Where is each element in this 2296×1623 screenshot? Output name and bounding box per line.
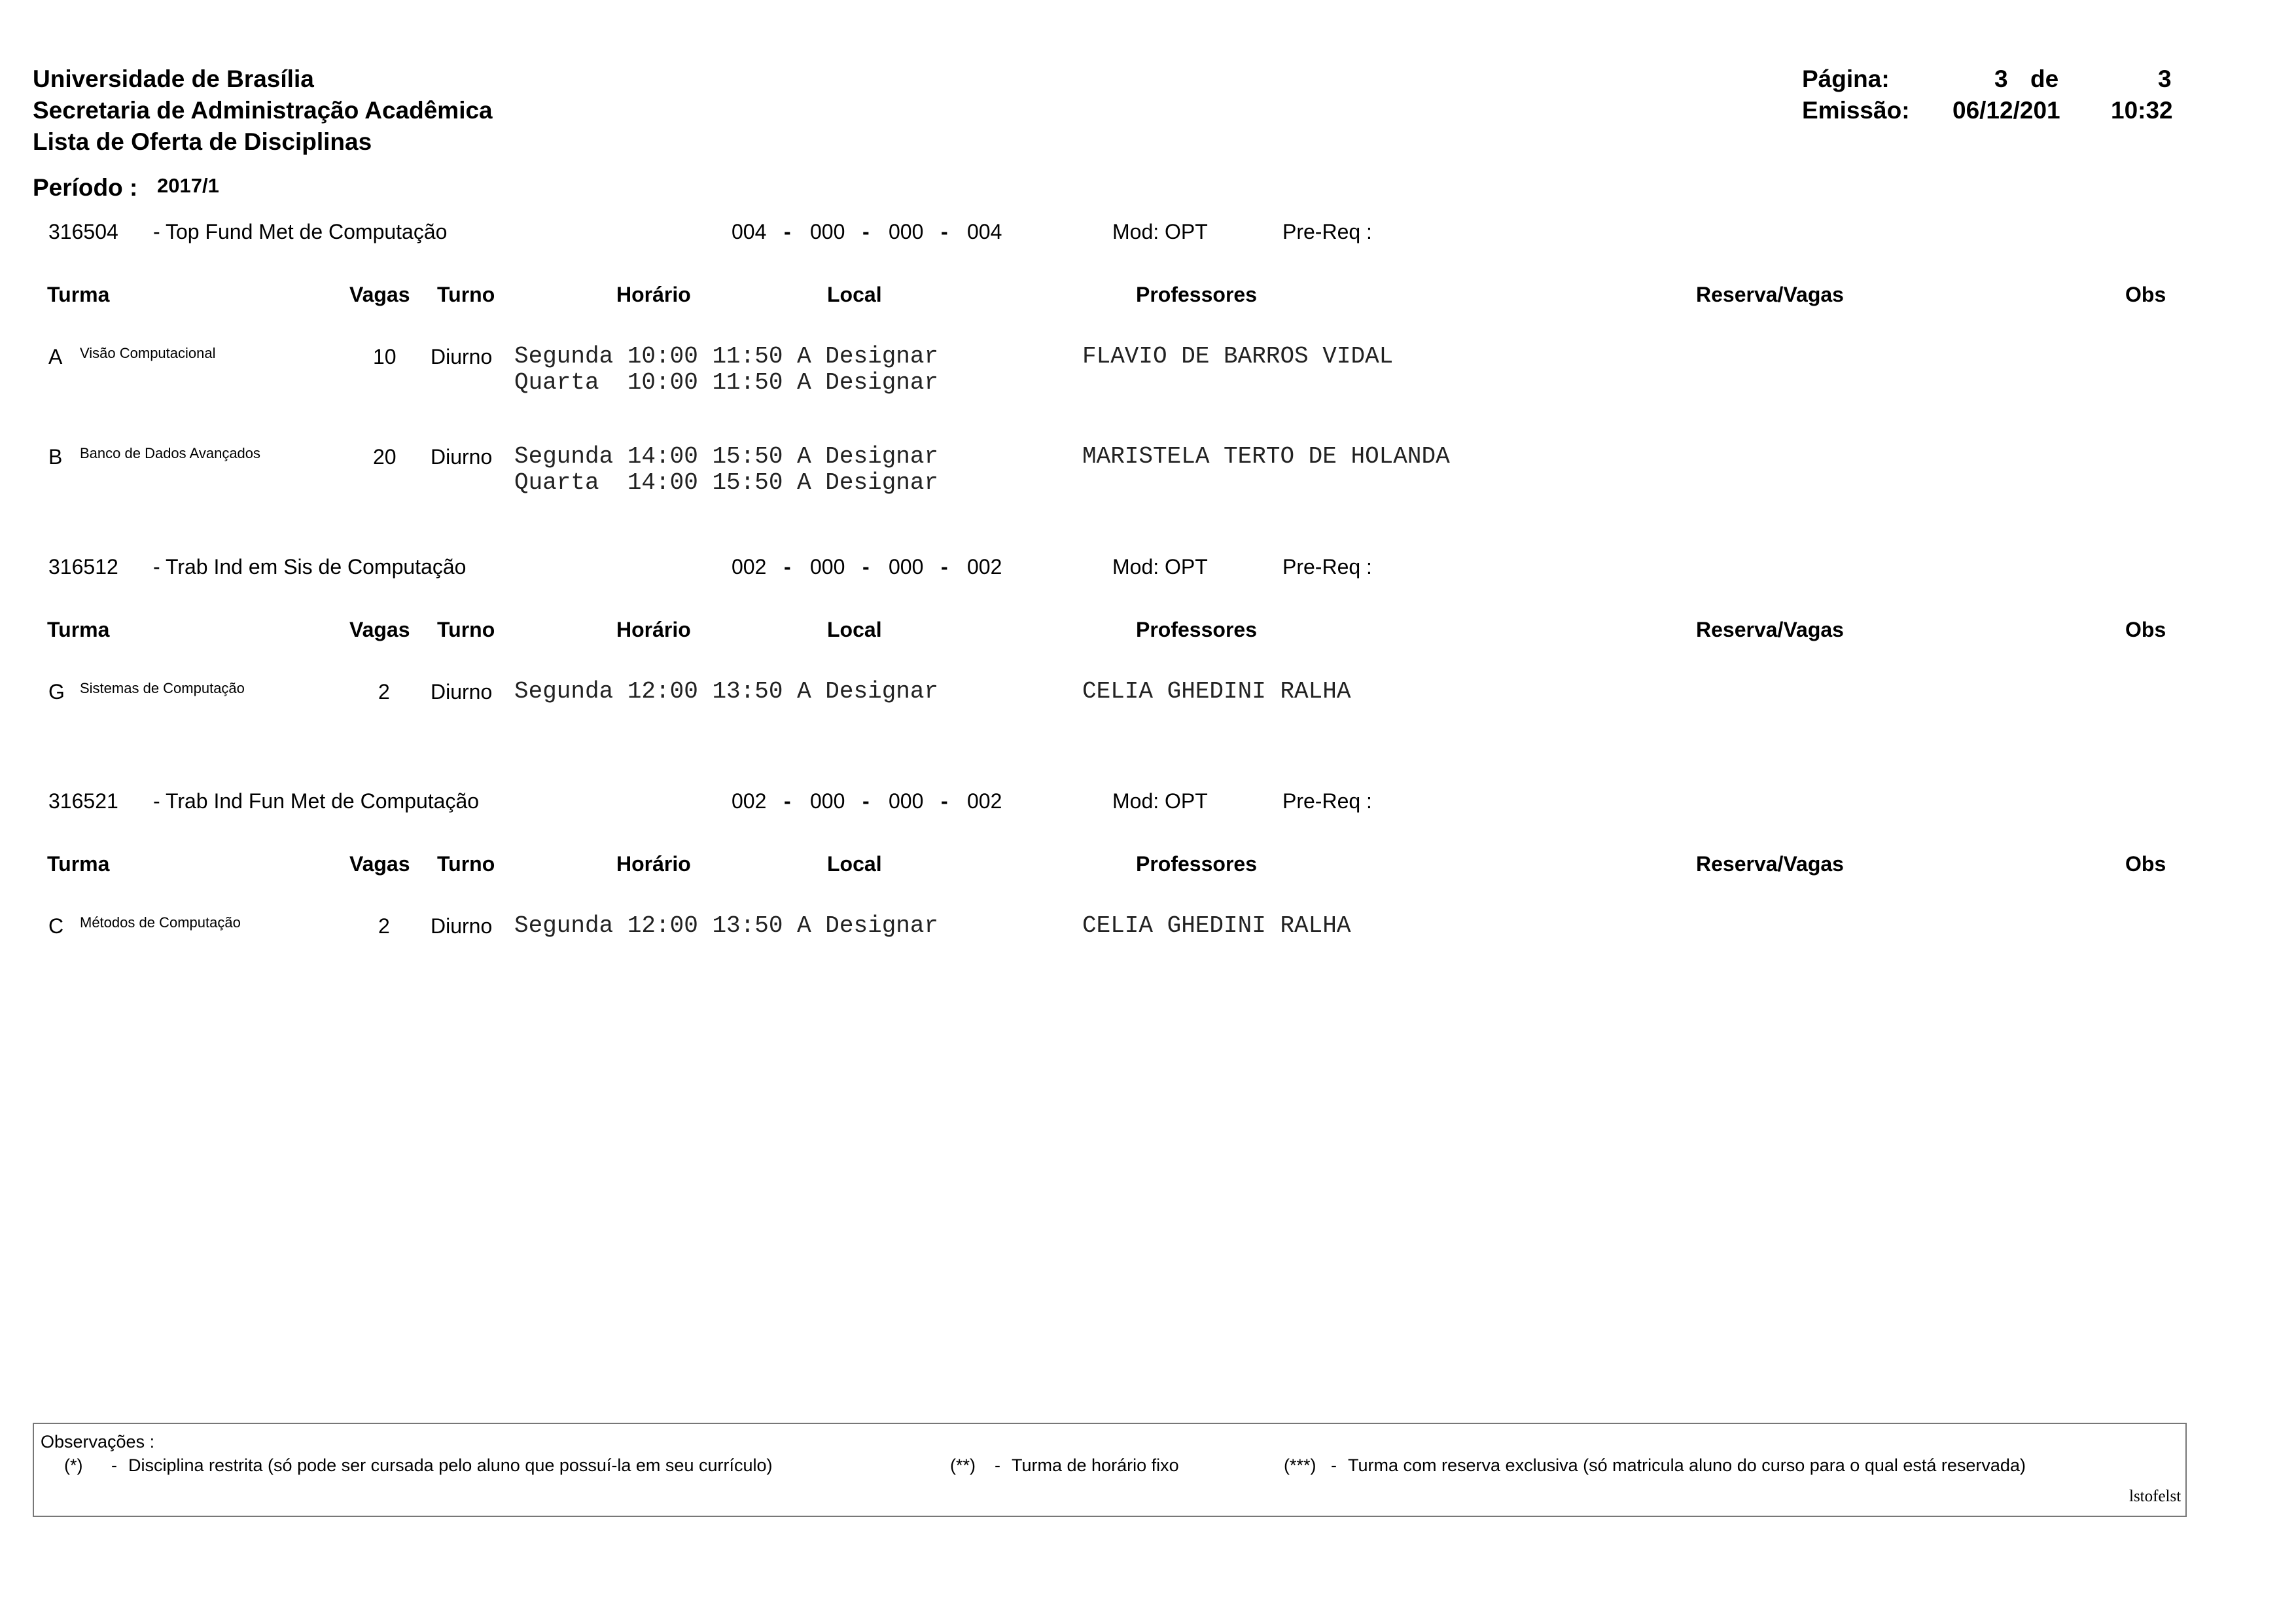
credit-separator: - — [862, 789, 870, 813]
schedule-line: Segunda 12:00 13:50 A Designar — [514, 912, 939, 939]
col-horario: Horário — [616, 852, 691, 876]
credit-value: 002 — [732, 555, 767, 579]
credit-separator: - — [784, 789, 791, 813]
schedule-line: Segunda 10:00 11:50 A Designar — [514, 343, 939, 370]
col-professores: Professores — [1136, 852, 1257, 876]
col-professores: Professores — [1136, 618, 1257, 641]
col-vagas: Vagas — [349, 283, 410, 306]
class-vagas: 2 — [378, 914, 390, 938]
col-turma: Turma — [47, 618, 110, 641]
class-topic: Métodos de Computação — [80, 914, 241, 931]
col-obs: Obs — [2125, 852, 2166, 876]
observations-title: Observações : — [41, 1432, 155, 1452]
col-reserva: Reserva/Vagas — [1696, 852, 1844, 876]
credit-separator: - — [941, 220, 948, 243]
credit-separator: - — [784, 220, 791, 243]
class-turma: C — [48, 914, 64, 938]
emission-date: 06/12/201 — [1952, 97, 2060, 124]
credit-value: 002 — [732, 789, 767, 813]
schedule-line: Quarta 10:00 11:50 A Designar — [514, 369, 939, 396]
course-name: - Trab Ind Fun Met de Computação — [153, 789, 480, 813]
course-name: - Trab Ind em Sis de Computação — [153, 555, 467, 579]
col-turno: Turno — [437, 618, 495, 641]
class-turno: Diurno — [431, 445, 493, 469]
class-topic: Banco de Dados Avançados — [80, 445, 261, 461]
class-turno: Diurno — [431, 680, 493, 704]
col-reserva: Reserva/Vagas — [1696, 283, 1844, 306]
course-mod: Mod: OPT — [1112, 555, 1208, 579]
class-turma: A — [48, 345, 63, 368]
credit-value: 000 — [810, 220, 845, 243]
credit-value: 004 — [967, 220, 1002, 243]
col-turma: Turma — [47, 283, 110, 306]
col-turno: Turno — [437, 283, 495, 306]
credit-value: 000 — [810, 789, 845, 813]
note-sep: - — [995, 1455, 1000, 1475]
class-vagas: 10 — [373, 345, 397, 368]
course-prereq: Pre-Req : — [1282, 220, 1372, 243]
class-vagas: 20 — [373, 445, 397, 469]
col-turno: Turno — [437, 852, 495, 876]
schedule-line: Segunda 14:00 15:50 A Designar — [514, 443, 939, 470]
note-mark: (**) — [950, 1455, 976, 1475]
credit-value: 000 — [810, 555, 845, 579]
emission-label: Emissão: — [1802, 97, 1910, 124]
class-professor: FLAVIO DE BARROS VIDAL — [1082, 343, 1394, 370]
page-of: de — [2030, 65, 2059, 92]
class-vagas: 2 — [378, 680, 390, 704]
credit-value: 000 — [889, 789, 924, 813]
report-id: lstofelst — [2129, 1488, 2181, 1505]
period-label: Período : — [33, 174, 138, 201]
department-name: Secretaria de Administração Acadêmica — [33, 97, 493, 124]
class-topic: Sistemas de Computação — [80, 680, 245, 696]
schedule-line: Segunda 12:00 13:50 A Designar — [514, 678, 939, 705]
class-professor: CELIA GHEDINI RALHA — [1082, 678, 1351, 705]
note-text: Turma de horário fixo — [1012, 1455, 1179, 1475]
credit-value: 002 — [967, 555, 1002, 579]
class-turma: G — [48, 680, 65, 704]
course-name: - Top Fund Met de Computação — [153, 220, 448, 243]
col-local: Local — [827, 618, 882, 641]
col-reserva: Reserva/Vagas — [1696, 618, 1844, 641]
class-topic: Visão Computacional — [80, 345, 216, 361]
note-sep: - — [1331, 1455, 1337, 1475]
note-text: Turma com reserva exclusiva (só matricula aluno do curso para o qual está reservada) — [1348, 1455, 2026, 1475]
class-turno: Diurno — [431, 345, 493, 368]
course-code: 316521 — [48, 789, 118, 813]
course-code: 316512 — [48, 555, 118, 579]
col-horario: Horário — [616, 283, 691, 306]
emission-time: 10:32 — [2111, 97, 2173, 124]
credit-separator: - — [941, 555, 948, 579]
class-professor: CELIA GHEDINI RALHA — [1082, 912, 1351, 939]
class-turma: B — [48, 445, 63, 469]
period-value: 2017/1 — [157, 174, 219, 197]
credit-separator: - — [941, 789, 948, 813]
page-current: 3 — [1994, 65, 2008, 92]
institution-name: Universidade de Brasília — [33, 65, 314, 92]
col-turma: Turma — [47, 852, 110, 876]
class-turno: Diurno — [431, 914, 493, 938]
col-obs: Obs — [2125, 283, 2166, 306]
class-professor: MARISTELA TERTO DE HOLANDA — [1082, 443, 1450, 470]
col-vagas: Vagas — [349, 852, 410, 876]
credit-value: 004 — [732, 220, 767, 243]
page-label: Página: — [1802, 65, 1890, 92]
course-prereq: Pre-Req : — [1282, 789, 1372, 813]
page-total: 3 — [2158, 65, 2172, 92]
report-title: Lista de Oferta de Disciplinas — [33, 128, 372, 155]
col-local: Local — [827, 852, 882, 876]
note-text: Disciplina restrita (só pode ser cursada pelo aluno que possuí-la em seu currículo) — [128, 1455, 773, 1475]
col-professores: Professores — [1136, 283, 1257, 306]
note-mark: (***) — [1284, 1455, 1316, 1475]
col-local: Local — [827, 283, 882, 306]
credit-value: 000 — [889, 555, 924, 579]
col-vagas: Vagas — [349, 618, 410, 641]
course-mod: Mod: OPT — [1112, 789, 1208, 813]
credit-separator: - — [784, 555, 791, 579]
col-obs: Obs — [2125, 618, 2166, 641]
note-mark: (*) — [64, 1455, 83, 1475]
credit-value: 000 — [889, 220, 924, 243]
course-code: 316504 — [48, 220, 118, 243]
schedule-line: Quarta 14:00 15:50 A Designar — [514, 469, 939, 496]
col-horario: Horário — [616, 618, 691, 641]
course-mod: Mod: OPT — [1112, 220, 1208, 243]
credit-separator: - — [862, 555, 870, 579]
credit-value: 002 — [967, 789, 1002, 813]
course-prereq: Pre-Req : — [1282, 555, 1372, 579]
credit-separator: - — [862, 220, 870, 243]
note-sep: - — [111, 1455, 117, 1475]
